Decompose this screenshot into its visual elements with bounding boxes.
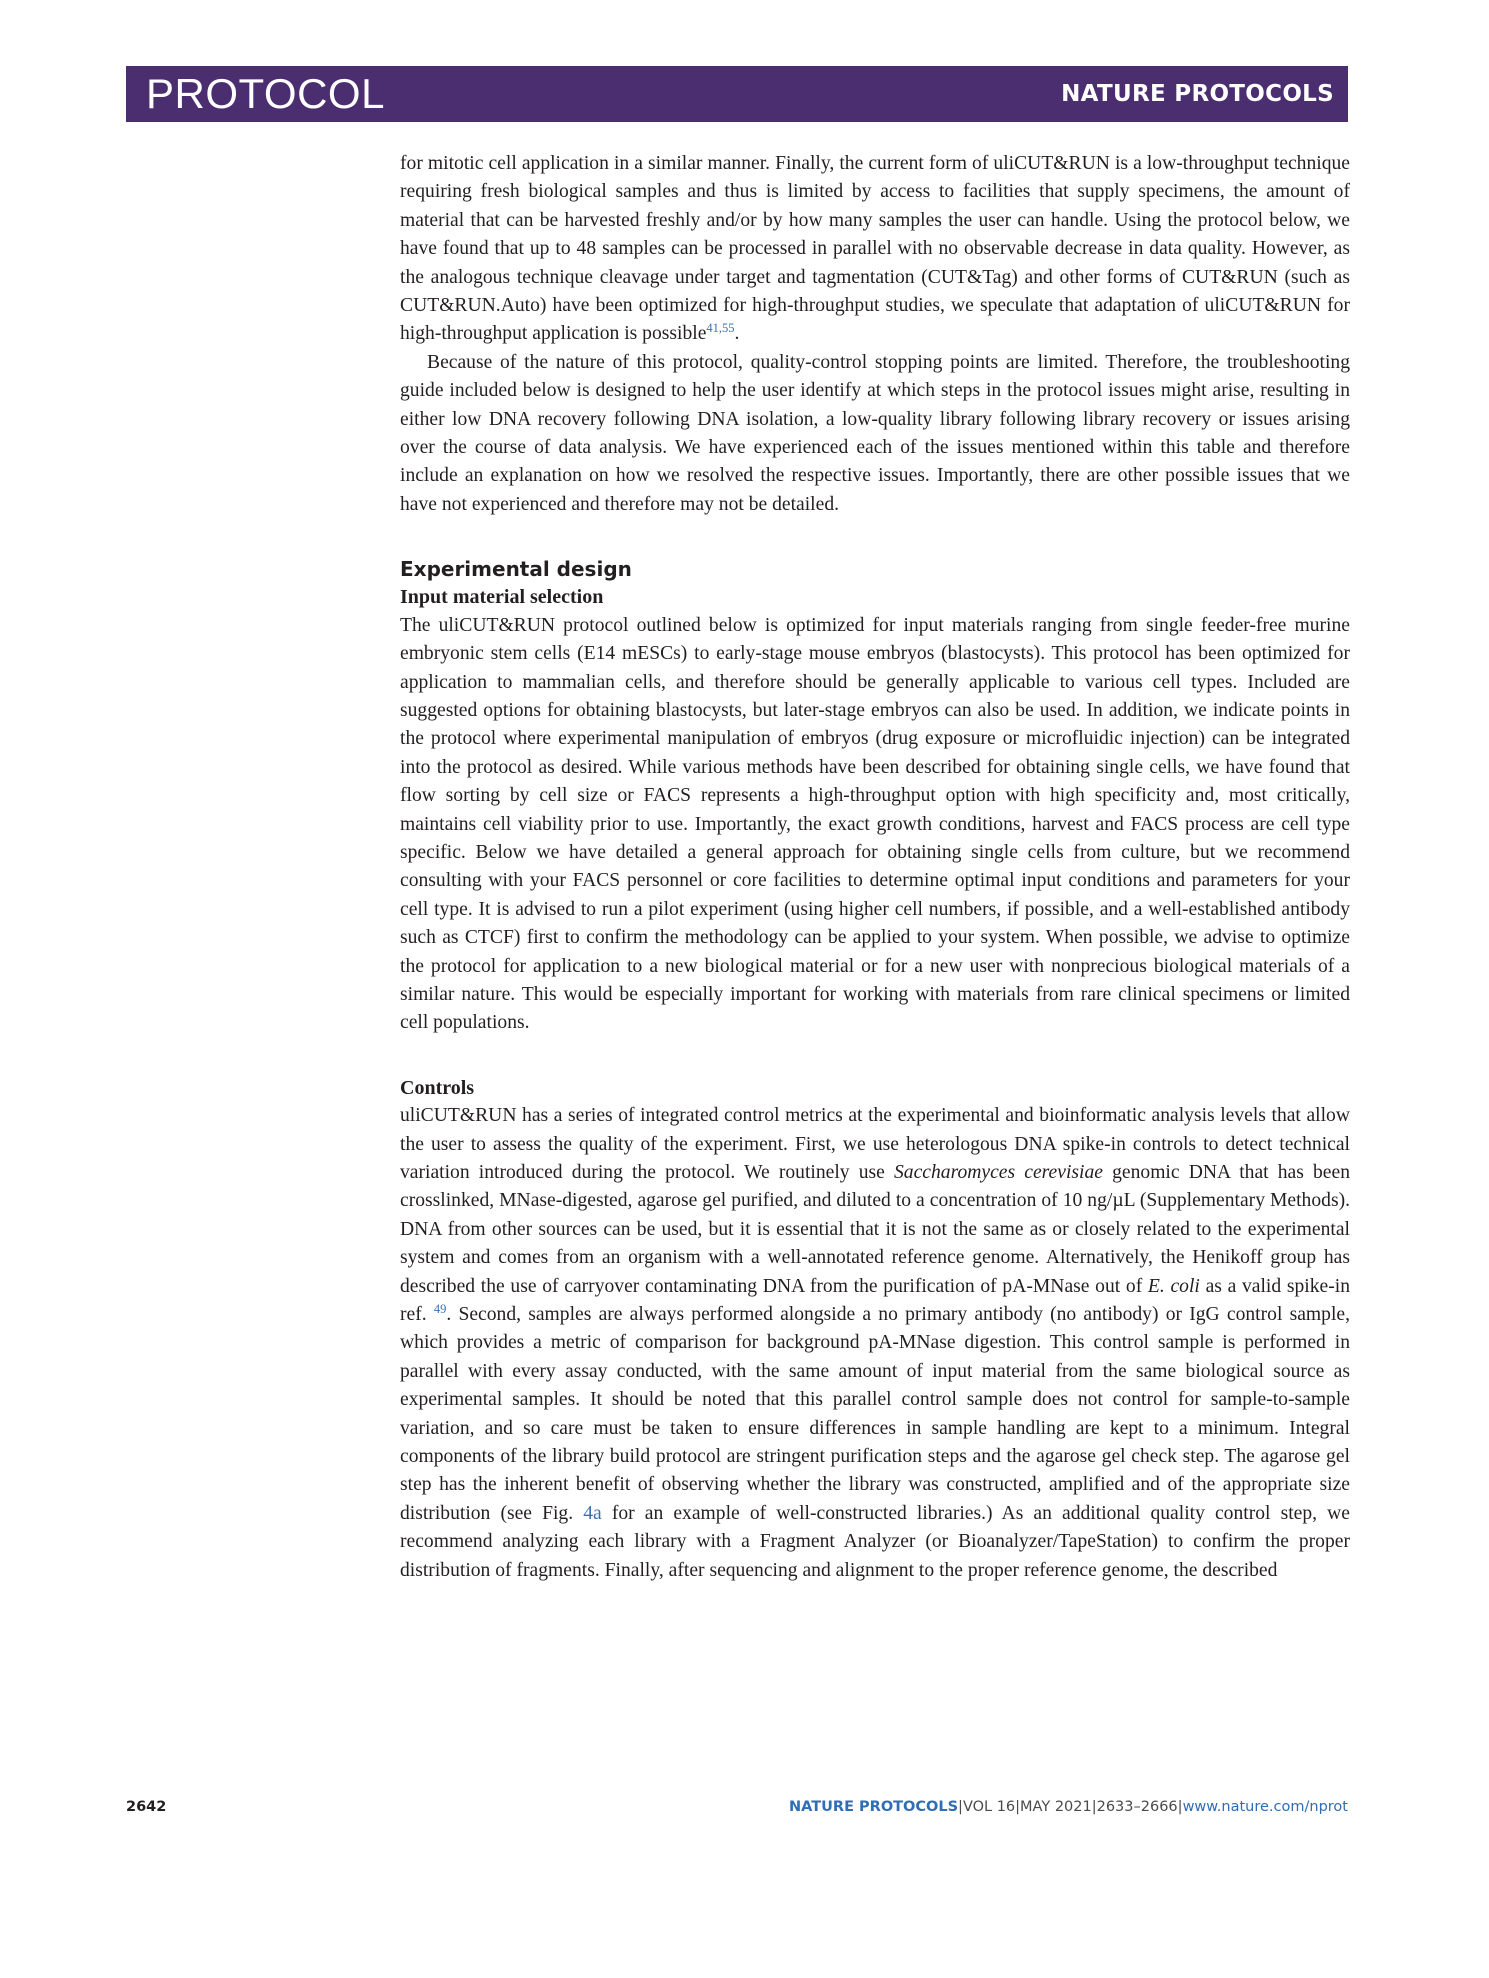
figure-link[interactable]: 4a xyxy=(583,1502,602,1524)
paragraph-limitations: for mitotic cell application in a similar manner. Finally, the current form of uliCUT&RUN is a low-throughput technique requiring fresh biological samples and thus is limited by access to facilities that supply specimens, the amount of material that can be harvested freshly and/or by how many samples the user can handle. Using the protocol below, we have found that up to 48 samples can be processed in parallel with no observable decrease in data quality. However, as the analogous technique cleavage under target and tagmentation (CUT&Tag) and other forms of CUT&RUN (such as CUT&RUN.Auto) have been optimized for high-throughput studies, we speculate that adaptation of uliCUT&RUN for high-throughput application is possible$^{41,55}$. xyxy=(400,153,1350,345)
subheading-controls: Controls xyxy=(400,1076,475,1099)
page-number: 2642 xyxy=(126,1799,167,1815)
reference-link[interactable]: 49 xyxy=(433,1302,447,1317)
footer-journal: NATURE PROTOCOLS xyxy=(789,1799,959,1815)
article-body xyxy=(400,150,1350,1585)
paragraph-controls: uliCUT&RUN has a series of integrated control metrics at the experimental and bioinformatic analysis levels that allow the user to assess the quality of the experiment. First, we use heterologous DNA spike-in controls to detect technical variation introduced during the protocol. We routinely use Saccharomyces cerevisiae genomic DNA that has been crosslinked, MNase-digested, agarose gel purified, and diluted to a concentration of 10 ng/µL (Supplementary Methods). DNA from other sources can be used, but it is essential that it is not the same as or closely related to the experimental system and comes from an organism with a well-annotated reference genome. Alternatively, the Henikoff group has described the use of carryover contaminating DNA from the purification of pA-MNase out of E. coli as a valid spike-in ref. $^{49}$. Second, samples are always performed alongside a no primary antibody (no antibody) or IgG control sample, which provides a metric of comparison for background pA-MNase digestion. This control sample is performed in parallel with every assay conducted, with the same amount of input material from the same biological source as experimental samples. It should be noted that this parallel control sample does not control for sample-to-sample variation, and so care must be taken to ensure differences in sample handling are kept to a minimum. Integral components of the library build protocol are stringent purification steps and the agarose gel check step. The agarose gel step has the inherent benefit of observing whether the library was constructed, amplified and of the appropriate size distribution (see Fig. 4a for an example of well-constructed libraries.) As an additional quality control step, we recommend analyzing each library with a Fragment Analyzer (or Bioanalyzer/TapeStation) to confirm the proper distribution of fragments. Finally, after sequencing and alignment to the proper reference genome, the described xyxy=(400,1105,1350,1581)
paragraph-troubleshooting: Because of the nature of this protocol, quality-control stopping points are limited. Therefore, the troubleshooting guide included below is designed to help the user identify at which steps in the protocol issues might arise, resulting in either low DNA recovery following DNA isolation, a low-quality library following library recovery or issues arising over the course of data analysis. We have experienced each of the issues mentioned within this table and therefore include an explanation on how we resolved the respective issues. Importantly, there are other possible issues that we have not experienced and therefore may not be detailed. xyxy=(400,351,1350,515)
organism-name: E. coli xyxy=(1147,1275,1200,1297)
footer-volume: VOL 16 xyxy=(962,1799,1016,1815)
reference-link[interactable]: 41,55 xyxy=(706,321,735,336)
species-name: Saccharomyces cerevisiae xyxy=(893,1162,1103,1183)
subheading-input-material: Input material selection xyxy=(400,586,604,609)
journal-name-label: NATURE PROTOCOLS xyxy=(1061,81,1334,107)
paragraph-input-material: The uliCUT&RUN protocol outlined below is optimized for input materials ranging from single feeder-free murine embryonic stem cells (E14 mESCs) to early-stage mouse embryos (blastocysts). This protocol has been optimized for application to mammalian cells, and therefore should be generally applicable to various cell types. Included are suggested options for obtaining blastocysts, but later-stage embryos can also be used. In addition, we indicate points in the protocol where experimental manipulation of embryos (drug exposure or microfluidic injection) can be integrated into the protocol as desired. While various methods have been described for obtaining single cells, we have found that flow sorting by cell size or FACS represents a high-throughput option with high specificity and, most critically, maintains cell viability prior to use. Importantly, the exact growth conditions, harvest and FACS process are cell type specific. Below we have detailed a general approach for obtaining single cells from culture, but we recommend consulting with your FACS personnel or core facilities to determine optimal input conditions and parameters for your cell type. It is advised to run a pilot experiment (using higher cell numbers, if possible, and a well-established antibody such as CTCF) first to confirm the methodology can be applied to your system. When possible, we advise to optimize the protocol for application to a new biological material or for a new user with nonprecious biological materials of a similar nature. This would be especially important for working with materials from rare clinical specimens or limited cell populations. xyxy=(400,614,1350,1034)
section-heading-experimental-design: Experimental design xyxy=(400,557,632,582)
header-banner xyxy=(126,66,1348,122)
footer-pages: 2633–2666 xyxy=(1096,1799,1178,1815)
citation-line: NATURE PROTOCOLS|VOL 16|MAY 2021|2633–2666|www.nature.com/nprot xyxy=(789,1799,1348,1815)
footer-date: MAY 2021 xyxy=(1020,1799,1092,1815)
journal-url-link[interactable]: www.nature.com/nprot xyxy=(1182,1799,1348,1815)
article-type-label: PROTOCOL xyxy=(146,70,385,117)
page-footer xyxy=(126,1795,1348,1819)
